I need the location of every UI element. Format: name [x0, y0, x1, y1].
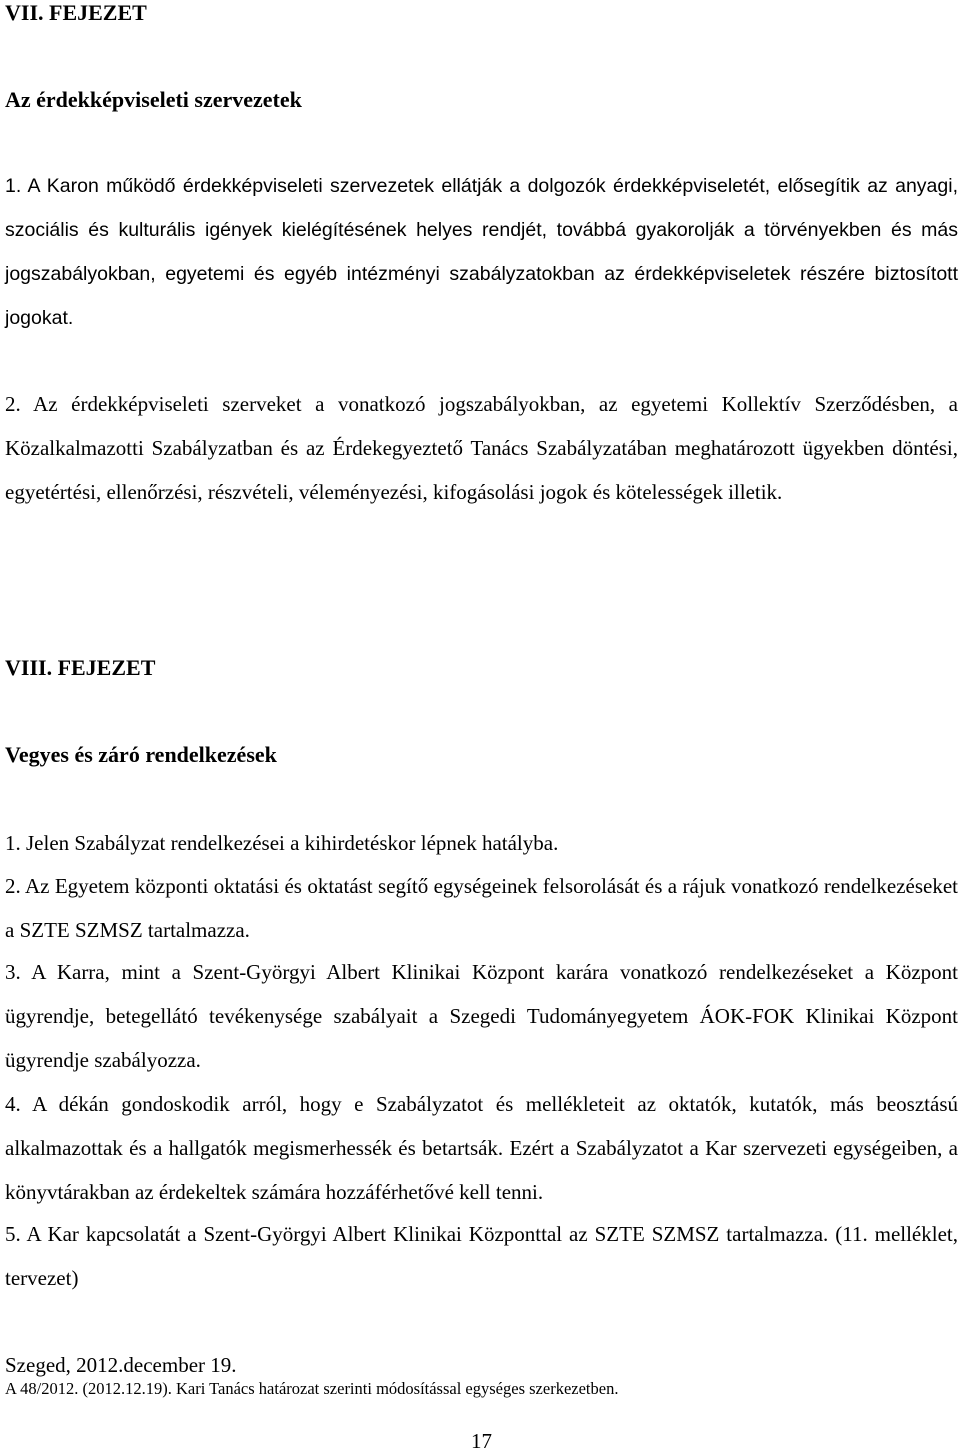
page-number: 17	[471, 1429, 492, 1453]
chapter-7-paragraph-2: 2. Az érdekképviseleti szerveket a vonatkozó jogszabályokban, az egyetemi Kollektív Szerződésben, a Közalkalmazotti Szabályzatban és az Érdekegyeztető Tanács Szabályzatában meghatározott ügyekben döntési, egyetértési, ellenőrzési, részvételi, véleményezési, kifogásolási jogok és kötelességek illetik.	[5, 392, 958, 504]
chapter-8-number: VIII. FEJEZET	[5, 655, 156, 680]
chapter-8-paragraph-3: 3. A Karra, mint a Szent-Györgyi Albert Klinikai Központ karára vonatkozó rendelkezéseket a Központ ügyrendje, betegellátó tevékenysége szabályait a Szegedi Tudományegyetem ÁOK-FOK Klinikai Központ ügyrendje szabályozza.	[5, 960, 958, 1072]
chapter-8-paragraph-1: 1. Jelen Szabályzat rendelkezései a kihirdetéskor lépnek hatályba.	[5, 831, 559, 855]
chapter-8-paragraph-5: 5. A Kar kapcsolatát a Szent-Györgyi Albert Klinikai Központtal az SZTE SZMSZ tartalmazza. (11. melléklet, tervezet)	[5, 1222, 958, 1290]
amendment-note: A 48/2012. (2012.12.19). Kari Tanács határozat szerinti módosítással egységes szerkezetben.	[5, 1379, 619, 1398]
chapter-7-title: Az érdekképviseleti szervezetek	[5, 87, 302, 112]
chapter-8-paragraph-2: 2. Az Egyetem központi oktatási és oktatást segítő egységeinek felsorolását és a rájuk vonatkozó rendelkezéseket a SZTE SZMSZ tartalmazza.	[5, 874, 958, 942]
chapter-8-title: Vegyes és záró rendelkezések	[5, 742, 277, 767]
chapter-8-paragraph-4: 4. A dékán gondoskodik arról, hogy e Szabályzatot és mellékleteit az oktatók, kutatók, más beosztású alkalmazottak és a hallgatók megismerhessék és betartsák. Ezért a Szabályzatot a Kar szervezeti egységeiben, a könyvtárakban az érdekeltek számára hozzáférhetővé kell tenni.	[5, 1092, 958, 1204]
chapter-7-paragraph-1: 1. A Karon működő érdekképviseleti szervezetek ellátják a dolgozók érdekképviseletét, elősegítik az anyagi, szociális és kulturális igények kielégítésének helyes rendjét, továbbá gyakorolják a törvényekben és más jogszabályokban, egyetemi és egyéb intézményi szabályzatokban az érdekképviseletek részére biztosított jogokat.	[5, 175, 958, 329]
chapter-7-number: VII. FEJEZET	[5, 0, 147, 25]
signoff-place-date: Szeged, 2012.december 19.	[5, 1353, 237, 1377]
